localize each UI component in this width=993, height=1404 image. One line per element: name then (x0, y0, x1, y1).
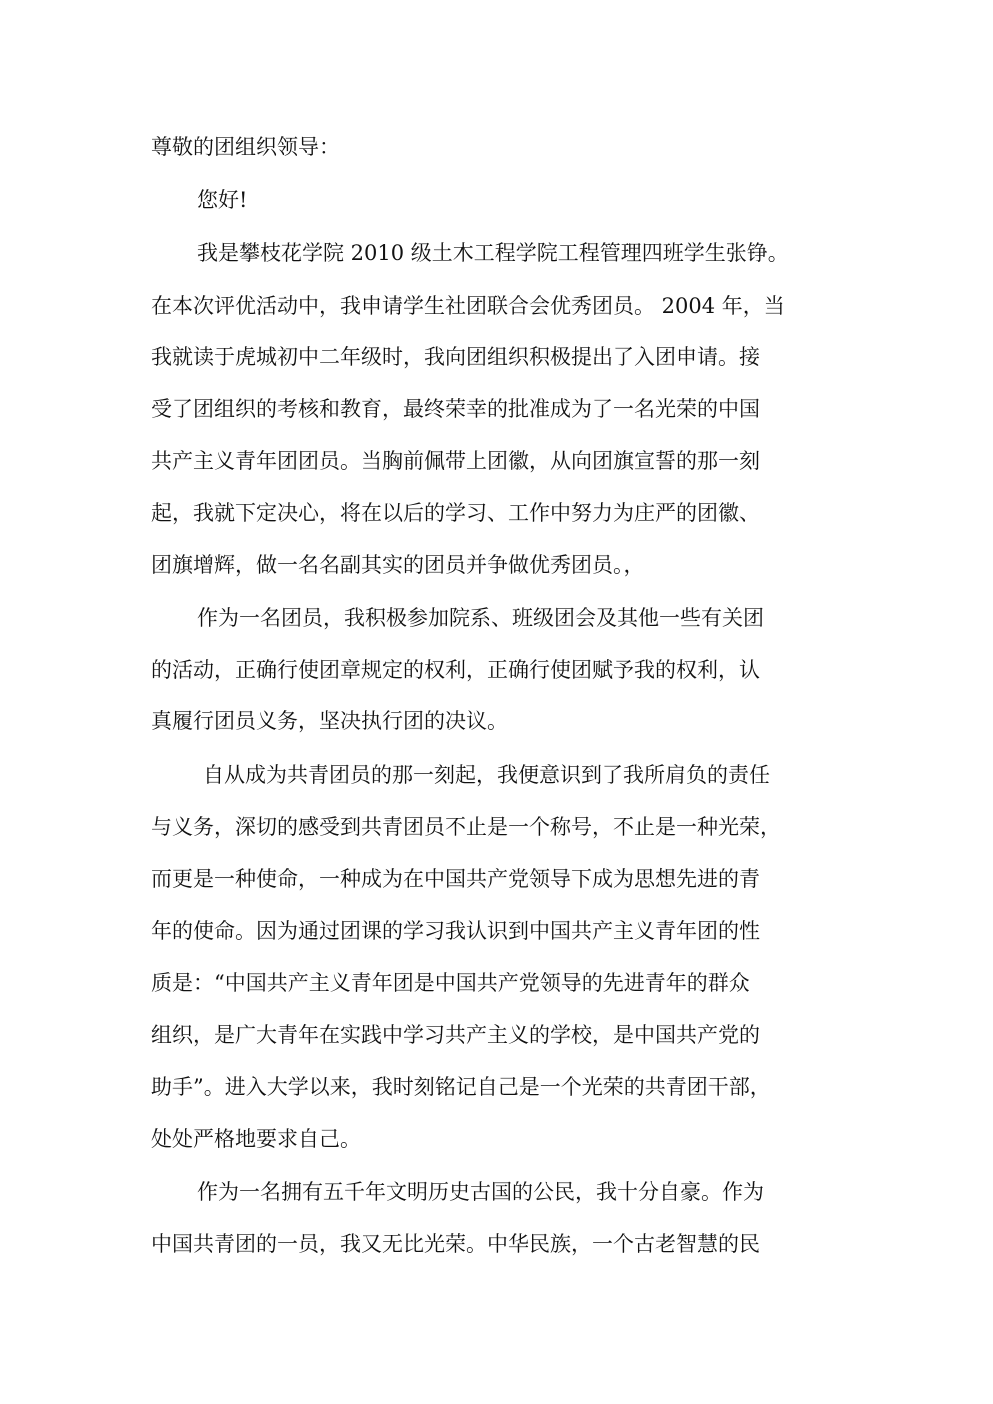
paragraph-3-line-5: 质是：“中国共产主义青年团是中国共产党领导的先进青年的群众 (151, 971, 750, 995)
paragraph-4-line-1: 作为一名拥有五千年文明历史古国的公民，我十分自豪。作为 (197, 1180, 764, 1204)
paragraph-3-line-8: 处处严格地要求自己。 (151, 1127, 361, 1151)
paragraph-1-line-7: 团旗增辉，做一名名副其实的团员并争做优秀团员。， (151, 553, 645, 577)
paragraph-1-line-1: 我是攀枝花学院 2010 级土木工程学院工程管理四班学生张铮。 (197, 241, 789, 265)
paragraph-2-line-3: 真履行团员义务，坚决执行团的决议。 (151, 709, 508, 733)
paragraph-3-line-4: 年的使命。因为通过团课的学习我认识到中国共产主义青年团的性 (151, 919, 760, 943)
paragraph-1-line-5: 共产主义青年团团员。当胸前佩带上团徽，从向团旗宣誓的那一刻 (151, 449, 760, 473)
greeting: 您好! (197, 188, 248, 212)
paragraph-2-line-1: 作为一名团员，我积极参加院系、班级团会及其他一些有关团 (197, 606, 764, 630)
paragraph-3-line-1: 自从成为共青团员的那一刻起，我便意识到了我所肩负的责任 (203, 763, 770, 787)
paragraph-1-line-4: 受了团组织的考核和教育，最终荣幸的批准成为了一名光荣的中国 (151, 397, 760, 421)
paragraph-3-line-3: 而更是一种使命，一种成为在中国共产党领导下成为思想先进的青 (151, 867, 760, 891)
paragraph-3-line-2: 与义务，深切的感受到共青团员不止是一个称号，不止是一种光荣， (151, 815, 781, 839)
salutation: 尊敬的团组织领导： (151, 135, 340, 159)
paragraph-2-line-2: 的活动，正确行使团章规定的权利，正确行使团赋予我的权利，认 (151, 658, 760, 682)
paragraph-1-line-6: 起，我就下定决心，将在以后的学习、工作中努力为庄严的团徽、 (151, 501, 760, 525)
paragraph-1-line-3: 我就读于虎城初中二年级时，我向团组织积极提出了入团申请。接 (151, 345, 760, 369)
paragraph-1-line-2: 在本次评优活动中，我申请学生社团联合会优秀团员。 2004 年，当 (151, 294, 785, 318)
paragraph-4-line-2: 中国共青团的一员，我又无比光荣。中华民族，一个古老智慧的民 (151, 1232, 760, 1256)
paragraph-3-line-6: 组织，是广大青年在实践中学习共产主义的学校，是中国共产党的 (151, 1023, 760, 1047)
paragraph-3-line-7: 助手”。进入大学以来，我时刻铭记自己是一个光荣的共青团干部， (151, 1075, 771, 1099)
